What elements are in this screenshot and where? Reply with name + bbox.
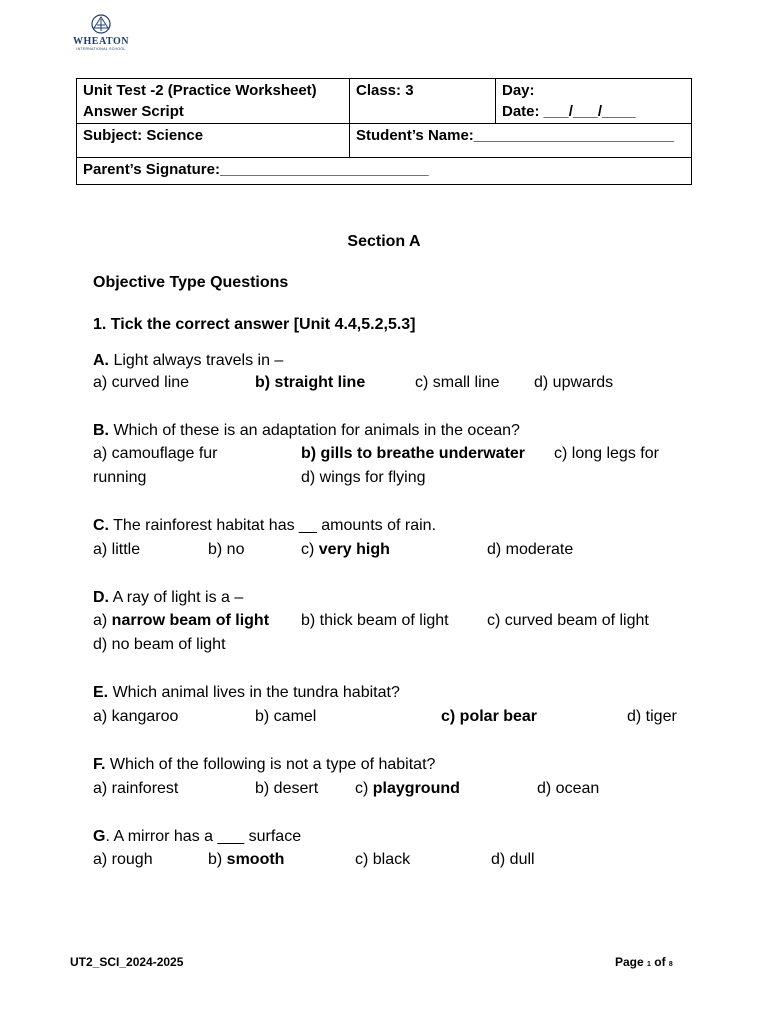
class-cell xyxy=(350,79,496,124)
question-a: A. Light always travels in – xyxy=(93,352,284,369)
page-number: Page 1 of 8 xyxy=(615,955,673,969)
option: running xyxy=(93,469,147,486)
option: d) dull xyxy=(491,851,535,868)
option: c) very high xyxy=(301,541,390,558)
option: a) narrow beam of light xyxy=(93,612,270,629)
parent-signature-cell xyxy=(77,158,692,185)
option: c) long legs for xyxy=(554,445,659,462)
option: a) rough xyxy=(93,851,153,868)
date-label: Date: ___/___/____ xyxy=(502,103,636,120)
option-correct: b) gills to breathe underwater xyxy=(301,445,526,462)
option-correct: very high xyxy=(318,541,390,558)
section-subtitle: Objective Type Questions xyxy=(93,274,289,291)
option: d) wings for flying xyxy=(301,469,426,486)
option-correct: playground xyxy=(372,780,460,797)
option-correct: smooth xyxy=(226,851,285,868)
option: b) desert xyxy=(255,780,319,797)
logo-subtitle: INTERNATIONAL SCHOOL xyxy=(76,47,126,51)
option: b) smooth xyxy=(208,851,285,868)
option: d) upwards xyxy=(534,374,614,391)
student-name-cell xyxy=(350,124,692,158)
option: a) rainforest xyxy=(93,780,179,797)
day-date-cell xyxy=(496,79,692,124)
subject-cell xyxy=(77,124,350,158)
question-d: D. A ray of light is a – xyxy=(93,589,244,606)
question-f: F. Which of the following is not a type of habitat? xyxy=(93,756,436,773)
day-label: Day: xyxy=(502,82,535,99)
option-correct: c) polar bear xyxy=(441,708,538,725)
option: b) thick beam of light xyxy=(301,612,449,629)
option: a) kangaroo xyxy=(93,708,179,725)
test-title: Unit Test -2 (Practice Worksheet) xyxy=(83,82,317,99)
option: b) no xyxy=(208,541,245,558)
option: c) playground xyxy=(355,780,460,797)
option: c) curved beam of light xyxy=(487,612,649,629)
option: d) no beam of light xyxy=(93,636,226,653)
section-title: Section A xyxy=(347,233,421,250)
option: c) small line xyxy=(415,374,500,391)
option: c) black xyxy=(355,851,411,868)
question-c: C. The rainforest habitat has __ amounts of rain. xyxy=(93,517,437,534)
test-title-cell xyxy=(77,79,350,124)
option: a) camouflage fur xyxy=(93,445,218,462)
crest-icon xyxy=(88,14,114,36)
question-b: B. Which of these is an adaptation for animals in the ocean? xyxy=(93,422,520,439)
logo-name: WHEATON xyxy=(73,36,129,47)
footer-code: UT2_SCI_2024-2025 xyxy=(70,955,184,969)
option-correct: narrow beam of light xyxy=(111,612,270,629)
question-g: G. A mirror has a ___ surface xyxy=(93,828,302,845)
option: a) curved line xyxy=(93,374,190,391)
question-e: E. Which animal lives in the tundra habitat? xyxy=(93,684,400,701)
option: d) ocean xyxy=(537,780,600,797)
header-table xyxy=(76,78,692,185)
school-logo xyxy=(70,14,132,52)
class-label: Class: 3 xyxy=(356,82,414,99)
answer-script-label: Answer Script xyxy=(83,103,184,120)
instruction: 1. Tick the correct answer [Unit 4.4,5.2,5.3] xyxy=(93,316,416,333)
option: b) camel xyxy=(255,708,317,725)
student-name-label: Student’s Name:________________________ xyxy=(356,127,675,144)
option: d) tiger xyxy=(627,708,677,725)
parent-signature-label: Parent’s Signature:_________________________ xyxy=(83,161,429,178)
option-correct: b) straight line xyxy=(255,374,366,391)
option: a) little xyxy=(93,541,141,558)
option: d) moderate xyxy=(487,541,574,558)
subject-label: Subject: Science xyxy=(83,127,204,144)
